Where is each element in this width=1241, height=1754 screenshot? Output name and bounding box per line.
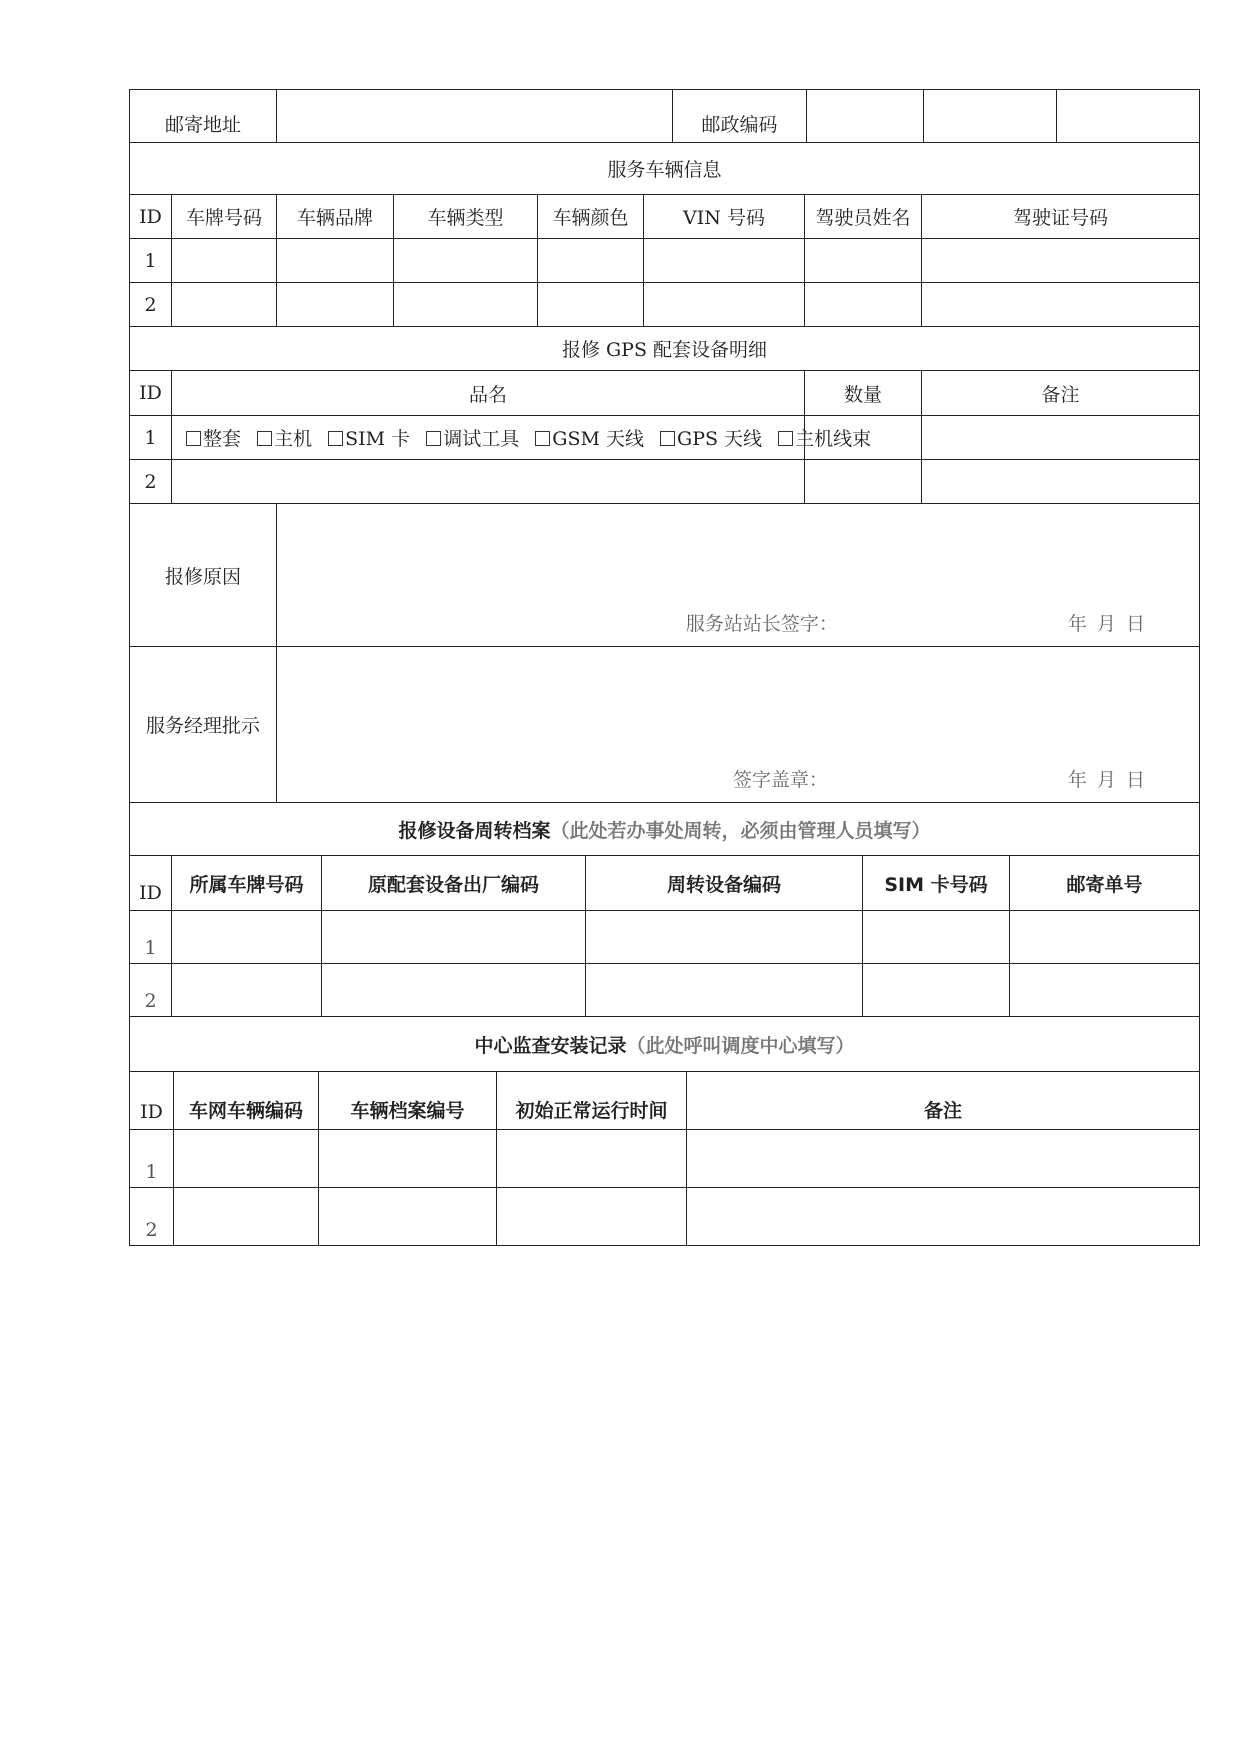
- manager-signature-line: [733, 765, 1147, 792]
- monitor-section-title: [130, 1017, 1200, 1072]
- turnover-header-factory-code: 原配套设备出厂编码: [322, 856, 586, 911]
- row-id: 2: [130, 460, 172, 504]
- table-row: [130, 911, 1200, 964]
- monitor-cell[interactable]: [319, 1130, 497, 1188]
- monitor-cell[interactable]: [687, 1188, 1200, 1246]
- turnover-cell[interactable]: [322, 911, 586, 964]
- row-id: 1: [130, 239, 172, 283]
- row-id: 2: [130, 283, 172, 327]
- station-sign-label: 服务站站长签字：: [685, 613, 838, 635]
- vehicle-cell[interactable]: [172, 239, 277, 283]
- monitor-header-remark: 备注: [687, 1072, 1200, 1130]
- repair-reason-field[interactable]: [277, 504, 1200, 647]
- date-text: 年 月 日: [1067, 613, 1147, 635]
- row-id: 2: [130, 1188, 174, 1246]
- checkbox-icon[interactable]: [426, 431, 441, 446]
- table-row: [130, 1130, 1200, 1188]
- turnover-cell[interactable]: [1010, 964, 1200, 1017]
- monitor-cell[interactable]: [319, 1188, 497, 1246]
- monitor-header-archive-no: 车辆档案编号: [319, 1072, 497, 1130]
- checkbox-icon[interactable]: [535, 431, 550, 446]
- vehicle-header-vin: VIN 号码: [644, 195, 805, 239]
- turnover-header-plate: 所属车牌号码: [172, 856, 322, 911]
- address-label: 邮寄地址: [130, 90, 277, 143]
- table-row: [130, 283, 1200, 327]
- gps-table: [129, 326, 1200, 504]
- monitor-cell[interactable]: [687, 1130, 1200, 1188]
- vehicle-header-type: 车辆类型: [394, 195, 538, 239]
- turnover-cell[interactable]: [863, 911, 1010, 964]
- address-table: [129, 89, 1200, 143]
- gps-section-title: 报修 GPS 配套设备明细: [130, 327, 1200, 371]
- turnover-cell[interactable]: [586, 911, 863, 964]
- turnover-cell[interactable]: [1010, 911, 1200, 964]
- vehicle-header-color: 车辆颜色: [538, 195, 644, 239]
- option-sim[interactable]: SIM 卡: [328, 428, 410, 450]
- turnover-header-waybill: 邮寄单号: [1010, 856, 1200, 911]
- repair-form: [129, 89, 1199, 1246]
- checkbox-icon[interactable]: [328, 431, 343, 446]
- gps-remark-cell[interactable]: [922, 416, 1200, 460]
- option-gps-antenna[interactable]: GPS 天线: [660, 428, 762, 450]
- monitor-cell[interactable]: [174, 1188, 319, 1246]
- gps-header-name: 品名: [172, 371, 805, 416]
- manager-approval-label: 服务经理批示: [130, 647, 277, 803]
- vehicle-cell[interactable]: [394, 283, 538, 327]
- table-row: [130, 964, 1200, 1017]
- turnover-header-id: ID: [130, 856, 172, 911]
- table-row: [130, 460, 1200, 504]
- gps-name-cell[interactable]: [172, 460, 805, 504]
- gps-header-qty: 数量: [805, 371, 922, 416]
- vehicle-header-brand: 车辆品牌: [277, 195, 394, 239]
- turnover-header-device-code: 周转设备编码: [586, 856, 863, 911]
- vehicle-header-plate: 车牌号码: [172, 195, 277, 239]
- station-signature-line: [686, 609, 1147, 636]
- row-id: 1: [130, 416, 172, 460]
- checkbox-icon[interactable]: [778, 431, 793, 446]
- gps-qty-cell[interactable]: [805, 460, 922, 504]
- vehicle-cell[interactable]: [922, 239, 1200, 283]
- vehicle-cell[interactable]: [644, 239, 805, 283]
- manager-sign-label: 签字盖章：: [732, 769, 828, 791]
- vehicle-cell[interactable]: [538, 283, 644, 327]
- monitor-header-id: ID: [130, 1072, 174, 1130]
- vehicle-cell[interactable]: [922, 283, 1200, 327]
- vehicle-cell[interactable]: [805, 239, 922, 283]
- checkbox-icon[interactable]: [257, 431, 272, 446]
- monitor-cell[interactable]: [174, 1130, 319, 1188]
- vehicle-cell[interactable]: [172, 283, 277, 327]
- vehicle-header-driver: 驾驶员姓名: [805, 195, 922, 239]
- vehicle-cell[interactable]: [277, 283, 394, 327]
- approval-table: [129, 503, 1200, 803]
- option-debug-tool[interactable]: 调试工具: [426, 428, 519, 450]
- gps-remark-cell[interactable]: [922, 460, 1200, 504]
- vehicle-header-license: 驾驶证号码: [922, 195, 1200, 239]
- option-host[interactable]: 主机: [257, 428, 312, 450]
- option-gsm-antenna[interactable]: GSM 天线: [535, 428, 644, 450]
- option-full-set[interactable]: 整套: [186, 428, 241, 450]
- gps-options: [172, 416, 872, 460]
- turnover-header-sim: SIM 卡号码: [863, 856, 1010, 911]
- checkbox-icon[interactable]: [186, 431, 201, 446]
- turnover-section-title: [130, 803, 1200, 856]
- monitor-cell[interactable]: [497, 1188, 687, 1246]
- turnover-note-text: （此处若办事处周转，必须由管理人员填写）: [550, 819, 931, 842]
- row-id: 1: [130, 911, 172, 964]
- monitor-note-text: （此处呼叫调度中心填写）: [626, 1034, 855, 1057]
- address-input[interactable]: [277, 90, 673, 143]
- turnover-cell[interactable]: [172, 964, 322, 1017]
- manager-approval-field[interactable]: [277, 647, 1200, 803]
- row-id: 1: [130, 1130, 174, 1188]
- table-row: [130, 239, 1200, 283]
- postcode-label: 邮政编码: [673, 90, 807, 143]
- monitor-title-text: 中心监查安装记录: [474, 1034, 627, 1057]
- monitor-header-vehicle-code: 车网车辆编码: [174, 1072, 319, 1130]
- postcode-input-1[interactable]: [807, 90, 924, 143]
- table-row: [130, 1188, 1200, 1246]
- gps-header-id: ID: [130, 371, 172, 416]
- vehicle-cell[interactable]: [277, 239, 394, 283]
- row-id: 2: [130, 964, 172, 1017]
- turnover-table: [129, 802, 1200, 1017]
- vehicle-table: [129, 142, 1200, 327]
- repair-reason-label: 报修原因: [130, 504, 277, 647]
- vehicle-cell[interactable]: [538, 239, 644, 283]
- vehicle-cell[interactable]: [394, 239, 538, 283]
- postcode-input-3[interactable]: [1057, 90, 1200, 143]
- date-text: 年 月 日: [1067, 769, 1147, 791]
- monitor-header-start-time: 初始正常运行时间: [497, 1072, 687, 1130]
- table-row: [130, 416, 1200, 460]
- turnover-cell[interactable]: [172, 911, 322, 964]
- monitor-cell[interactable]: [497, 1130, 687, 1188]
- turnover-cell[interactable]: [863, 964, 1010, 1017]
- vehicle-cell[interactable]: [644, 283, 805, 327]
- gps-header-remark: 备注: [922, 371, 1200, 416]
- turnover-cell[interactable]: [586, 964, 863, 1017]
- vehicle-cell[interactable]: [805, 283, 922, 327]
- postcode-input-2[interactable]: [924, 90, 1057, 143]
- vehicle-section-title: 服务车辆信息: [130, 143, 1200, 195]
- vehicle-header-id: ID: [130, 195, 172, 239]
- turnover-title-text: 报修设备周转档案: [398, 819, 551, 842]
- checkbox-icon[interactable]: [660, 431, 675, 446]
- turnover-cell[interactable]: [322, 964, 586, 1017]
- option-harness[interactable]: 主机线束: [778, 428, 871, 450]
- monitor-table: [129, 1016, 1200, 1246]
